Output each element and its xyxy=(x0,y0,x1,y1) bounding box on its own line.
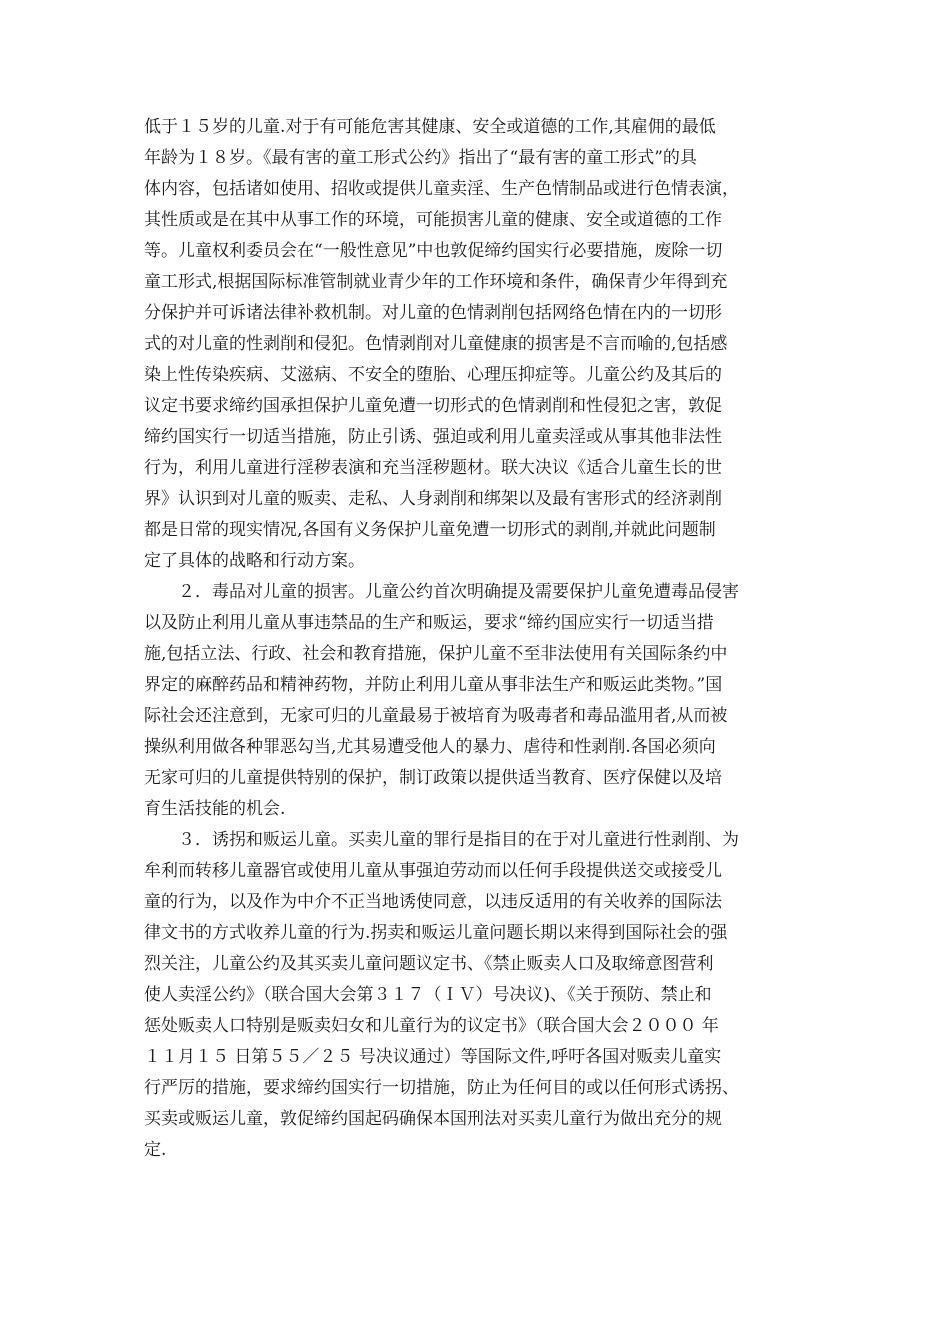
text-line: 童工形式,根据国际标准管制就业青少年的工作环境和条件，确保青少年得到充 xyxy=(144,272,728,292)
text-line: 体内容，包括诸如使用、招收或提供儿童卖淫、生产色情制品或进行色情表演， xyxy=(144,179,739,199)
section-3-first-line: ３．诱拐和贩运儿童。买卖儿童的罪行是指目的在于对儿童进行性剥削、为 xyxy=(144,830,739,850)
text-line: 行为，利用儿童进行淫秽表演和充当淫秽题材。联大决议《适合儿童生长的世 xyxy=(144,458,722,478)
text-line: 都是日常的现实情况,各国有义务保护儿童免遭一切形式的剥削,并就此问题制 xyxy=(144,520,716,540)
text-line: 定了具体的战略和行动方案。 xyxy=(144,551,365,571)
text-line: 定. xyxy=(144,1140,167,1160)
text-line: 行严厉的措施，要求缔约国实行一切措施，防止为任何目的或以任何形式诱拐、 xyxy=(144,1078,739,1098)
text-line: 式的对儿童的性剥削和侵犯。色情剥削对儿童健康的损害是不言而喻的,包括感 xyxy=(144,334,728,354)
text-line: 界定的麻醉药品和精神药物，并防止利用儿童从事非法生产和贩运此类物。”国 xyxy=(144,675,723,695)
text-line: 议定书要求缔约国承担保护儿童免遭一切形式的色情剥削和性侵犯之害，敦促 xyxy=(144,396,722,416)
text-line: 操纵利用做各种罪恶勾当,尤其易遭受他人的暴力、虐待和性剥削.各国必须向 xyxy=(144,737,716,757)
text-line: 界》认识到对儿童的贩卖、走私、人身剥削和绑架以及最有害形式的经济剥削 xyxy=(144,489,722,509)
text-line: 烈关注，儿童公约及其买卖儿童问题议定书、《禁止贩卖人口及取缔意图营利 xyxy=(144,954,714,974)
text-line: 育生活技能的机会. xyxy=(144,799,286,819)
section-2-first-line: ２．毒品对儿童的损害。儿童公约首次明确提及需要保护儿童免遭毒品侵害 xyxy=(144,582,739,602)
text-line: 童的行为，以及作为中介不正当地诱使同意，以违反适用的有关收养的国际法 xyxy=(144,892,722,912)
text-line: 分保护并可诉诸法律补救机制。对儿童的色情剥削包括网络色情在内的一切形 xyxy=(144,303,722,323)
text-line: 际社会还注意到，无家可归的儿童最易于被培育为吸毒者和毒品滥用者,从而被 xyxy=(144,706,728,726)
text-line: 其性质或是在其中从事工作的环境，可能损害儿童的健康、安全或道德的工作 xyxy=(144,210,722,230)
text-line: 低于１５岁的儿童.对于有可能危害其健康、安全或道德的工作,其雇佣的最低 xyxy=(144,117,716,137)
text-line: 惩处贩卖人口特别是贩卖妇女和儿童行为的议定书》（联合国大会２０００ 年 xyxy=(144,1016,719,1036)
text-line: 律文书的方式收养儿童的行为.拐卖和贩运儿童问题长期以来得到国际社会的强 xyxy=(144,923,728,943)
text-line: 等。儿童权利委员会在“一般性意见”中也敦促缔约国实行必要措施，废除一切 xyxy=(144,241,723,261)
text-line: 牟利而转移儿童器官或使用儿童从事强迫劳动而以任何手段提供送交或接受儿 xyxy=(144,861,722,881)
text-line: 施,包括立法、行政、社会和教育措施，保护儿童不至非法使用有关国际条约中 xyxy=(144,644,728,664)
text-line: １１月１５ 日第５５／２５ 号决议通过）等国际文件,呼吁各国对贩卖儿童实 xyxy=(144,1047,722,1067)
text-line: 无家可归的儿童提供特别的保护，制订政策以提供适当教育、医疗保健以及培 xyxy=(144,768,722,788)
text-line: 染上性传染疾病、艾滋病、不安全的堕胎、心理压抑症等。儿童公约及其后的 xyxy=(144,365,722,385)
text-line: 年龄为１８岁。《最有害的童工形式公约》指出了“最有害的童工形式”的具 xyxy=(144,148,697,168)
text-line: 缔约国实行一切适当措施，防止引诱、强迫或利用儿童卖淫或从事其他非法性 xyxy=(144,427,722,447)
text-line: 以及防止利用儿童从事违禁品的生产和贩运，要求“缔约国应实行一切适当措 xyxy=(144,613,714,633)
text-line: 买卖或贩运儿童，敦促缔约国起码确保本国刑法对买卖儿童行为做出充分的规 xyxy=(144,1109,722,1129)
text-line: 使人卖淫公约》（联合国大会第３１７（ＩＶ）号决议)、《关于预防、禁止和 xyxy=(144,985,712,1005)
document-page xyxy=(144,112,810,1166)
